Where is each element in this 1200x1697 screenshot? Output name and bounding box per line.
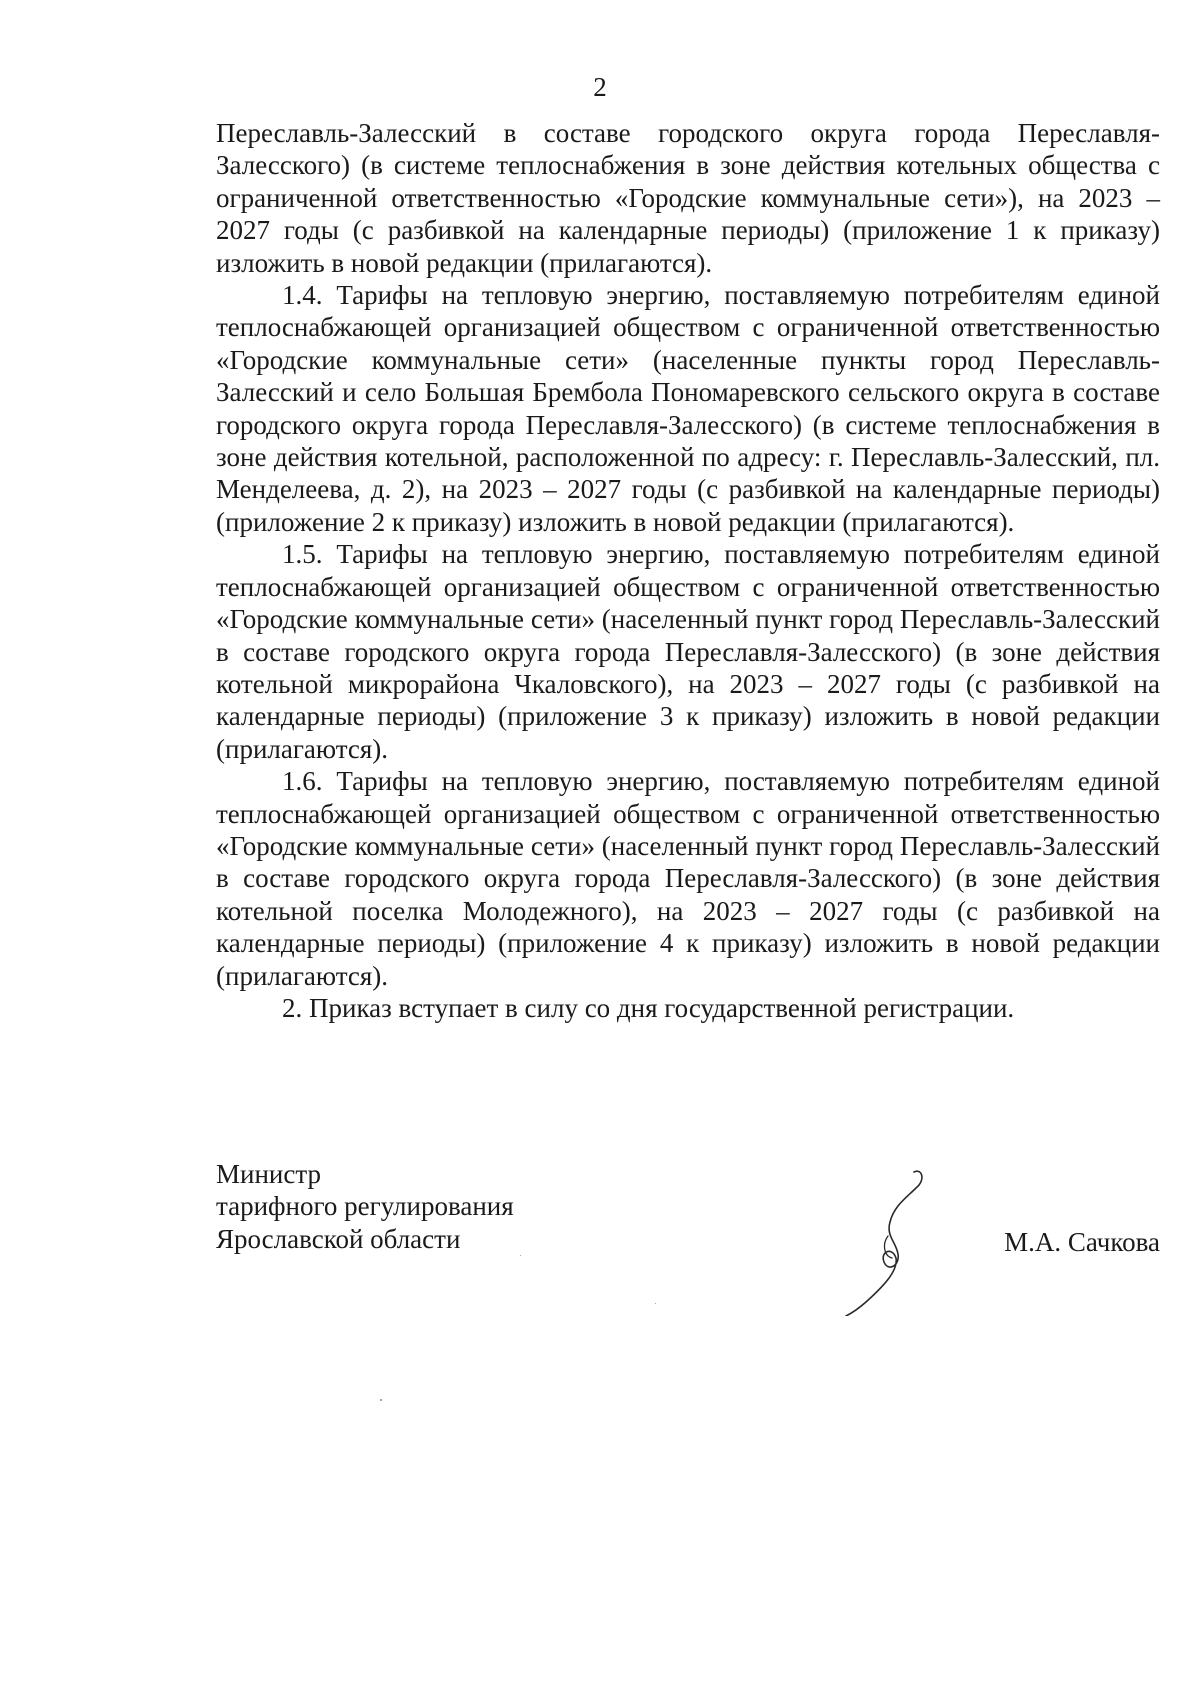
scan-speck xyxy=(655,1303,656,1304)
signature-block xyxy=(216,1158,1160,1318)
document-body xyxy=(216,117,1160,1024)
scan-speck xyxy=(380,1399,382,1401)
scan-speck xyxy=(520,1255,521,1256)
signatory-title-line: Министр xyxy=(216,1159,321,1189)
paragraph-1-4: 1.4. Тарифы на тепловую энергию, поставляемую потребителям единой теплоснабжающей организацией обществом с ограниченной ответственностью «Городские коммунальные сети» (населенные пункты город Переславль-Залесский и село Большая Брембола Пономаревского сельского округа в составе городского округа города Переславля-Залесского) (в системе теплоснабжения в зоне действия котельной, расположенной по адресу: г. Переславль-Залесский, пл. Менделеева, д. 2), на 2023 – 2027 годы (с разбивкой на календарные периоды) (приложение 2 к приказу) изложить в новой редакции (прилагаются). xyxy=(216,280,1160,537)
paragraph-continuation: Переславль-Залесский в составе городского округа города Переславля-Залесского) (в системе теплоснабжения в зоне действия котельных общества с ограниченной ответственностью «Городские коммунальные сети»), на 2023 – 2027 годы (с разбивкой на календарные периоды) (приложение 1 к приказу) изложить в новой редакции (прилагаются). xyxy=(216,118,1160,278)
signatory-title xyxy=(216,1158,514,1255)
signatory-title-line: Ярославской области xyxy=(216,1223,461,1254)
page-number: 2 xyxy=(593,72,607,102)
signatory-title-line: тарифного регулирования xyxy=(216,1191,514,1222)
handwritten-signature-icon xyxy=(836,1166,946,1316)
paragraph-1-6: 1.6. Тарифы на тепловую энергию, поставляемую потребителям единой теплоснабжающей организацией обществом с ограниченной ответственностью «Городские коммунальные сети» (населенный пункт город Переславль-Залесский в составе городского округа города Переславля-Залесского) (в зоне действия котельной поселка Молодежного), на 2023 – 2027 годы (с разбивкой на календарные периоды) (приложение 4 к приказу) изложить в новой редакции (прилагаются). xyxy=(216,766,1160,991)
paragraph-1-5: 1.5. Тарифы на тепловую энергию, поставляемую потребителям единой теплоснабжающей организацией обществом с ограниченной ответственностью «Городские коммунальные сети» (населенный пункт город Переславль-Залесский в составе городского округа города Переславля-Залесского) (в зоне действия котельной микрорайона Чкаловского), на 2023 – 2027 годы (с разбивкой на календарные периоды) (приложение 3 к приказу) изложить в новой редакции (прилагаются). xyxy=(216,539,1160,764)
signatory-name: М.А. Сачкова xyxy=(1004,1227,1160,1257)
paragraph-2: 2. Приказ вступает в силу со дня государственной регистрации. xyxy=(282,992,1015,1023)
